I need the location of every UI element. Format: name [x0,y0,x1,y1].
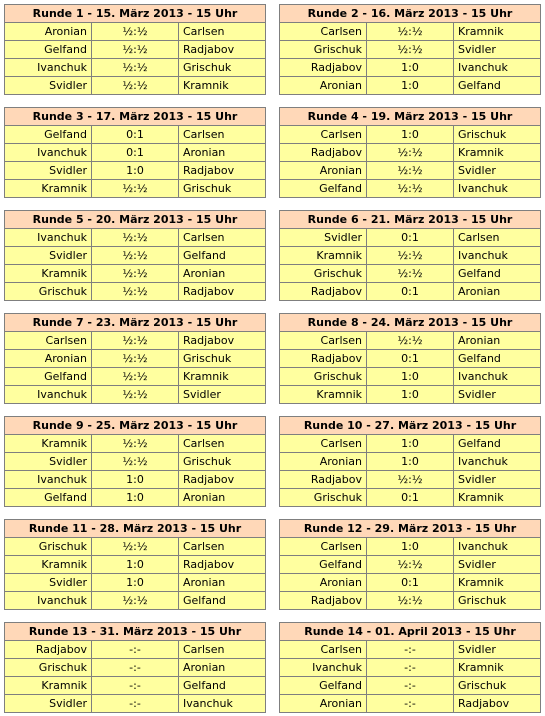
game-row [5,677,266,695]
game-row [5,59,266,77]
white-player: Ivanchuk [5,144,92,162]
round-table-3 [4,107,266,198]
white-player: Kramnik [5,435,92,453]
black-player: Gelfand [179,592,266,610]
game-result: ½:½ [367,23,454,41]
white-player: Aronian [280,695,367,713]
black-player: Ivanchuk [454,180,541,198]
game-row [280,144,541,162]
game-row [5,350,266,368]
black-player: Carlsen [454,229,541,247]
white-player: Grischuk [280,489,367,507]
white-player: Gelfand [280,180,367,198]
white-player: Svidler [5,695,92,713]
game-row [280,229,541,247]
black-player: Gelfand [179,247,266,265]
game-row [280,574,541,592]
game-result: 1:0 [92,556,179,574]
black-player: Kramnik [454,23,541,41]
black-player: Grischuk [179,453,266,471]
game-row [280,435,541,453]
white-player: Kramnik [5,180,92,198]
game-row [280,59,541,77]
white-player: Carlsen [280,23,367,41]
game-row [280,350,541,368]
white-player: Kramnik [5,265,92,283]
game-result: 1:0 [367,386,454,404]
game-row [5,247,266,265]
black-player: Carlsen [179,538,266,556]
white-player: Svidler [5,77,92,95]
white-player: Aronian [280,162,367,180]
white-player: Ivanchuk [5,229,92,247]
game-result: ½:½ [367,332,454,350]
round-table-4 [279,107,541,198]
white-player: Svidler [280,229,367,247]
round-title: Runde 2 - 16. März 2013 - 15 Uhr [280,5,541,23]
game-result: 1:0 [92,162,179,180]
white-player: Aronian [280,453,367,471]
black-player: Grischuk [179,350,266,368]
game-result: ½:½ [92,283,179,301]
round-title: Runde 8 - 24. März 2013 - 15 Uhr [280,314,541,332]
black-player: Grischuk [454,677,541,695]
black-player: Svidler [454,386,541,404]
game-result: ½:½ [92,538,179,556]
black-player: Aronian [179,489,266,507]
white-player: Gelfand [280,556,367,574]
game-result: 0:1 [367,229,454,247]
game-row [280,641,541,659]
black-player: Carlsen [179,23,266,41]
round-table-13 [4,622,266,713]
black-player: Carlsen [179,435,266,453]
game-row [280,489,541,507]
game-result: ½:½ [92,265,179,283]
game-result: -:- [367,659,454,677]
black-player: Svidler [454,471,541,489]
game-row [280,659,541,677]
game-result: -:- [92,641,179,659]
game-result: ½:½ [92,180,179,198]
round-table-2 [279,4,541,95]
game-result: ½:½ [92,23,179,41]
game-row [5,641,266,659]
black-player: Svidler [454,41,541,59]
black-player: Gelfand [454,265,541,283]
white-player: Grischuk [5,283,92,301]
game-row [5,556,266,574]
white-player: Radjabov [5,641,92,659]
game-row [280,332,541,350]
white-player: Radjabov [280,350,367,368]
black-player: Aronian [179,574,266,592]
black-player: Gelfand [454,77,541,95]
white-player: Carlsen [5,332,92,350]
black-player: Svidler [454,556,541,574]
white-player: Radjabov [280,592,367,610]
game-result: ½:½ [92,386,179,404]
white-player: Carlsen [280,641,367,659]
white-player: Gelfand [5,41,92,59]
game-result: ½:½ [92,350,179,368]
white-player: Svidler [5,453,92,471]
game-row [280,677,541,695]
white-player: Ivanchuk [5,386,92,404]
game-result: 0:1 [367,574,454,592]
game-result: ½:½ [367,556,454,574]
game-result: ½:½ [367,592,454,610]
game-result: ½:½ [92,435,179,453]
round-title: Runde 14 - 01. April 2013 - 15 Uhr [280,623,541,641]
game-result: 1:0 [367,435,454,453]
black-player: Radjabov [179,556,266,574]
game-result: 0:1 [92,126,179,144]
round-title: Runde 4 - 19. März 2013 - 15 Uhr [280,108,541,126]
black-player: Radjabov [179,41,266,59]
game-result: 1:0 [92,489,179,507]
white-player: Grischuk [5,538,92,556]
game-result: -:- [367,641,454,659]
game-result: 0:1 [367,350,454,368]
game-row [5,538,266,556]
black-player: Carlsen [179,641,266,659]
round-title: Runde 9 - 25. März 2013 - 15 Uhr [5,417,266,435]
black-player: Radjabov [179,332,266,350]
black-player: Grischuk [454,126,541,144]
round-title: Runde 12 - 29. März 2013 - 15 Uhr [280,520,541,538]
game-result: ½:½ [367,471,454,489]
white-player: Ivanchuk [5,59,92,77]
game-row [280,77,541,95]
game-result: ½:½ [367,265,454,283]
white-player: Svidler [5,162,92,180]
game-result: ½:½ [92,77,179,95]
round-title: Runde 6 - 21. März 2013 - 15 Uhr [280,211,541,229]
black-player: Aronian [179,265,266,283]
game-row [280,592,541,610]
game-result: 1:0 [367,126,454,144]
round-table-11 [4,519,266,610]
white-player: Gelfand [5,126,92,144]
game-row [5,41,266,59]
round-table-1 [4,4,266,95]
white-player: Aronian [280,77,367,95]
game-result: ½:½ [92,592,179,610]
black-player: Kramnik [454,144,541,162]
game-row [280,162,541,180]
round-title: Runde 7 - 23. März 2013 - 15 Uhr [5,314,266,332]
white-player: Ivanchuk [280,659,367,677]
white-player: Aronian [5,23,92,41]
game-result: -:- [92,677,179,695]
black-player: Kramnik [179,368,266,386]
game-result: 1:0 [367,59,454,77]
white-player: Gelfand [5,489,92,507]
black-player: Radjabov [454,695,541,713]
white-player: Kramnik [280,247,367,265]
white-player: Kramnik [5,556,92,574]
game-row [5,592,266,610]
white-player: Gelfand [280,677,367,695]
game-row [5,265,266,283]
white-player: Carlsen [280,126,367,144]
game-result: 1:0 [367,368,454,386]
white-player: Svidler [5,247,92,265]
game-result: -:- [92,695,179,713]
game-row [5,283,266,301]
white-player: Radjabov [280,144,367,162]
white-player: Grischuk [280,368,367,386]
game-result: 1:0 [367,453,454,471]
white-player: Carlsen [280,435,367,453]
game-row [280,247,541,265]
game-row [5,162,266,180]
game-row [5,180,266,198]
game-result: -:- [367,677,454,695]
black-player: Carlsen [179,126,266,144]
black-player: Svidler [454,162,541,180]
game-row [5,144,266,162]
black-player: Aronian [179,659,266,677]
black-player: Svidler [454,641,541,659]
white-player: Aronian [280,574,367,592]
game-row [280,453,541,471]
white-player: Kramnik [5,677,92,695]
round-table-12 [279,519,541,610]
black-player: Aronian [454,283,541,301]
black-player: Kramnik [454,659,541,677]
game-result: ½:½ [92,59,179,77]
game-row [280,471,541,489]
white-player: Radjabov [280,283,367,301]
black-player: Ivanchuk [454,368,541,386]
round-table-8 [279,313,541,404]
round-title: Runde 13 - 31. März 2013 - 15 Uhr [5,623,266,641]
game-row [5,368,266,386]
white-player: Gelfand [5,368,92,386]
game-row [5,126,266,144]
game-result: 1:0 [367,538,454,556]
game-row [5,386,266,404]
black-player: Grischuk [179,59,266,77]
game-result: ½:½ [92,247,179,265]
game-result: ½:½ [367,144,454,162]
game-row [280,556,541,574]
black-player: Aronian [454,332,541,350]
game-result: ½:½ [367,247,454,265]
game-result: 1:0 [367,77,454,95]
black-player: Kramnik [454,574,541,592]
black-player: Ivanchuk [454,59,541,77]
black-player: Aronian [179,144,266,162]
game-row [5,574,266,592]
white-player: Carlsen [280,538,367,556]
white-player: Carlsen [280,332,367,350]
white-player: Svidler [5,574,92,592]
game-row [280,368,541,386]
black-player: Radjabov [179,162,266,180]
round-table-6 [279,210,541,301]
round-table-5 [4,210,266,301]
game-result: ½:½ [367,162,454,180]
black-player: Gelfand [179,677,266,695]
game-result: -:- [92,659,179,677]
black-player: Ivanchuk [454,247,541,265]
game-row [280,695,541,713]
game-row [5,77,266,95]
game-row [5,23,266,41]
round-table-10 [279,416,541,507]
game-result: ½:½ [92,229,179,247]
game-row [280,180,541,198]
black-player: Ivanchuk [454,453,541,471]
round-table-7 [4,313,266,404]
game-row [280,23,541,41]
white-player: Ivanchuk [5,471,92,489]
round-title: Runde 11 - 28. März 2013 - 15 Uhr [5,520,266,538]
game-result: 1:0 [92,574,179,592]
game-result: ½:½ [367,180,454,198]
white-player: Aronian [5,350,92,368]
game-row [5,229,266,247]
black-player: Gelfand [454,350,541,368]
black-player: Grischuk [179,180,266,198]
black-player: Svidler [179,386,266,404]
black-player: Ivanchuk [454,538,541,556]
game-row [280,283,541,301]
white-player: Grischuk [280,41,367,59]
game-result: 0:1 [92,144,179,162]
game-row [280,41,541,59]
white-player: Ivanchuk [5,592,92,610]
black-player: Gelfand [454,435,541,453]
white-player: Kramnik [280,386,367,404]
game-row [5,695,266,713]
round-title: Runde 3 - 17. März 2013 - 15 Uhr [5,108,266,126]
black-player: Kramnik [179,77,266,95]
game-row [5,489,266,507]
round-table-14 [279,622,541,713]
game-row [5,471,266,489]
round-title: Runde 5 - 20. März 2013 - 15 Uhr [5,211,266,229]
game-result: ½:½ [92,368,179,386]
game-result: 0:1 [367,283,454,301]
round-table-9 [4,416,266,507]
white-player: Grischuk [280,265,367,283]
black-player: Grischuk [454,592,541,610]
game-row [5,453,266,471]
black-player: Radjabov [179,283,266,301]
game-row [280,386,541,404]
game-row [280,538,541,556]
game-row [5,332,266,350]
black-player: Carlsen [179,229,266,247]
game-result: ½:½ [367,41,454,59]
game-result: ½:½ [92,332,179,350]
white-player: Grischuk [5,659,92,677]
black-player: Radjabov [179,471,266,489]
game-result: 1:0 [92,471,179,489]
game-result: 0:1 [367,489,454,507]
game-result: -:- [367,695,454,713]
black-player: Kramnik [454,489,541,507]
white-player: Radjabov [280,471,367,489]
round-title: Runde 10 - 27. März 2013 - 15 Uhr [280,417,541,435]
game-row [280,126,541,144]
game-row [5,435,266,453]
game-result: ½:½ [92,453,179,471]
white-player: Radjabov [280,59,367,77]
black-player: Ivanchuk [179,695,266,713]
round-title: Runde 1 - 15. März 2013 - 15 Uhr [5,5,266,23]
game-result: ½:½ [92,41,179,59]
game-row [280,265,541,283]
game-row [5,659,266,677]
